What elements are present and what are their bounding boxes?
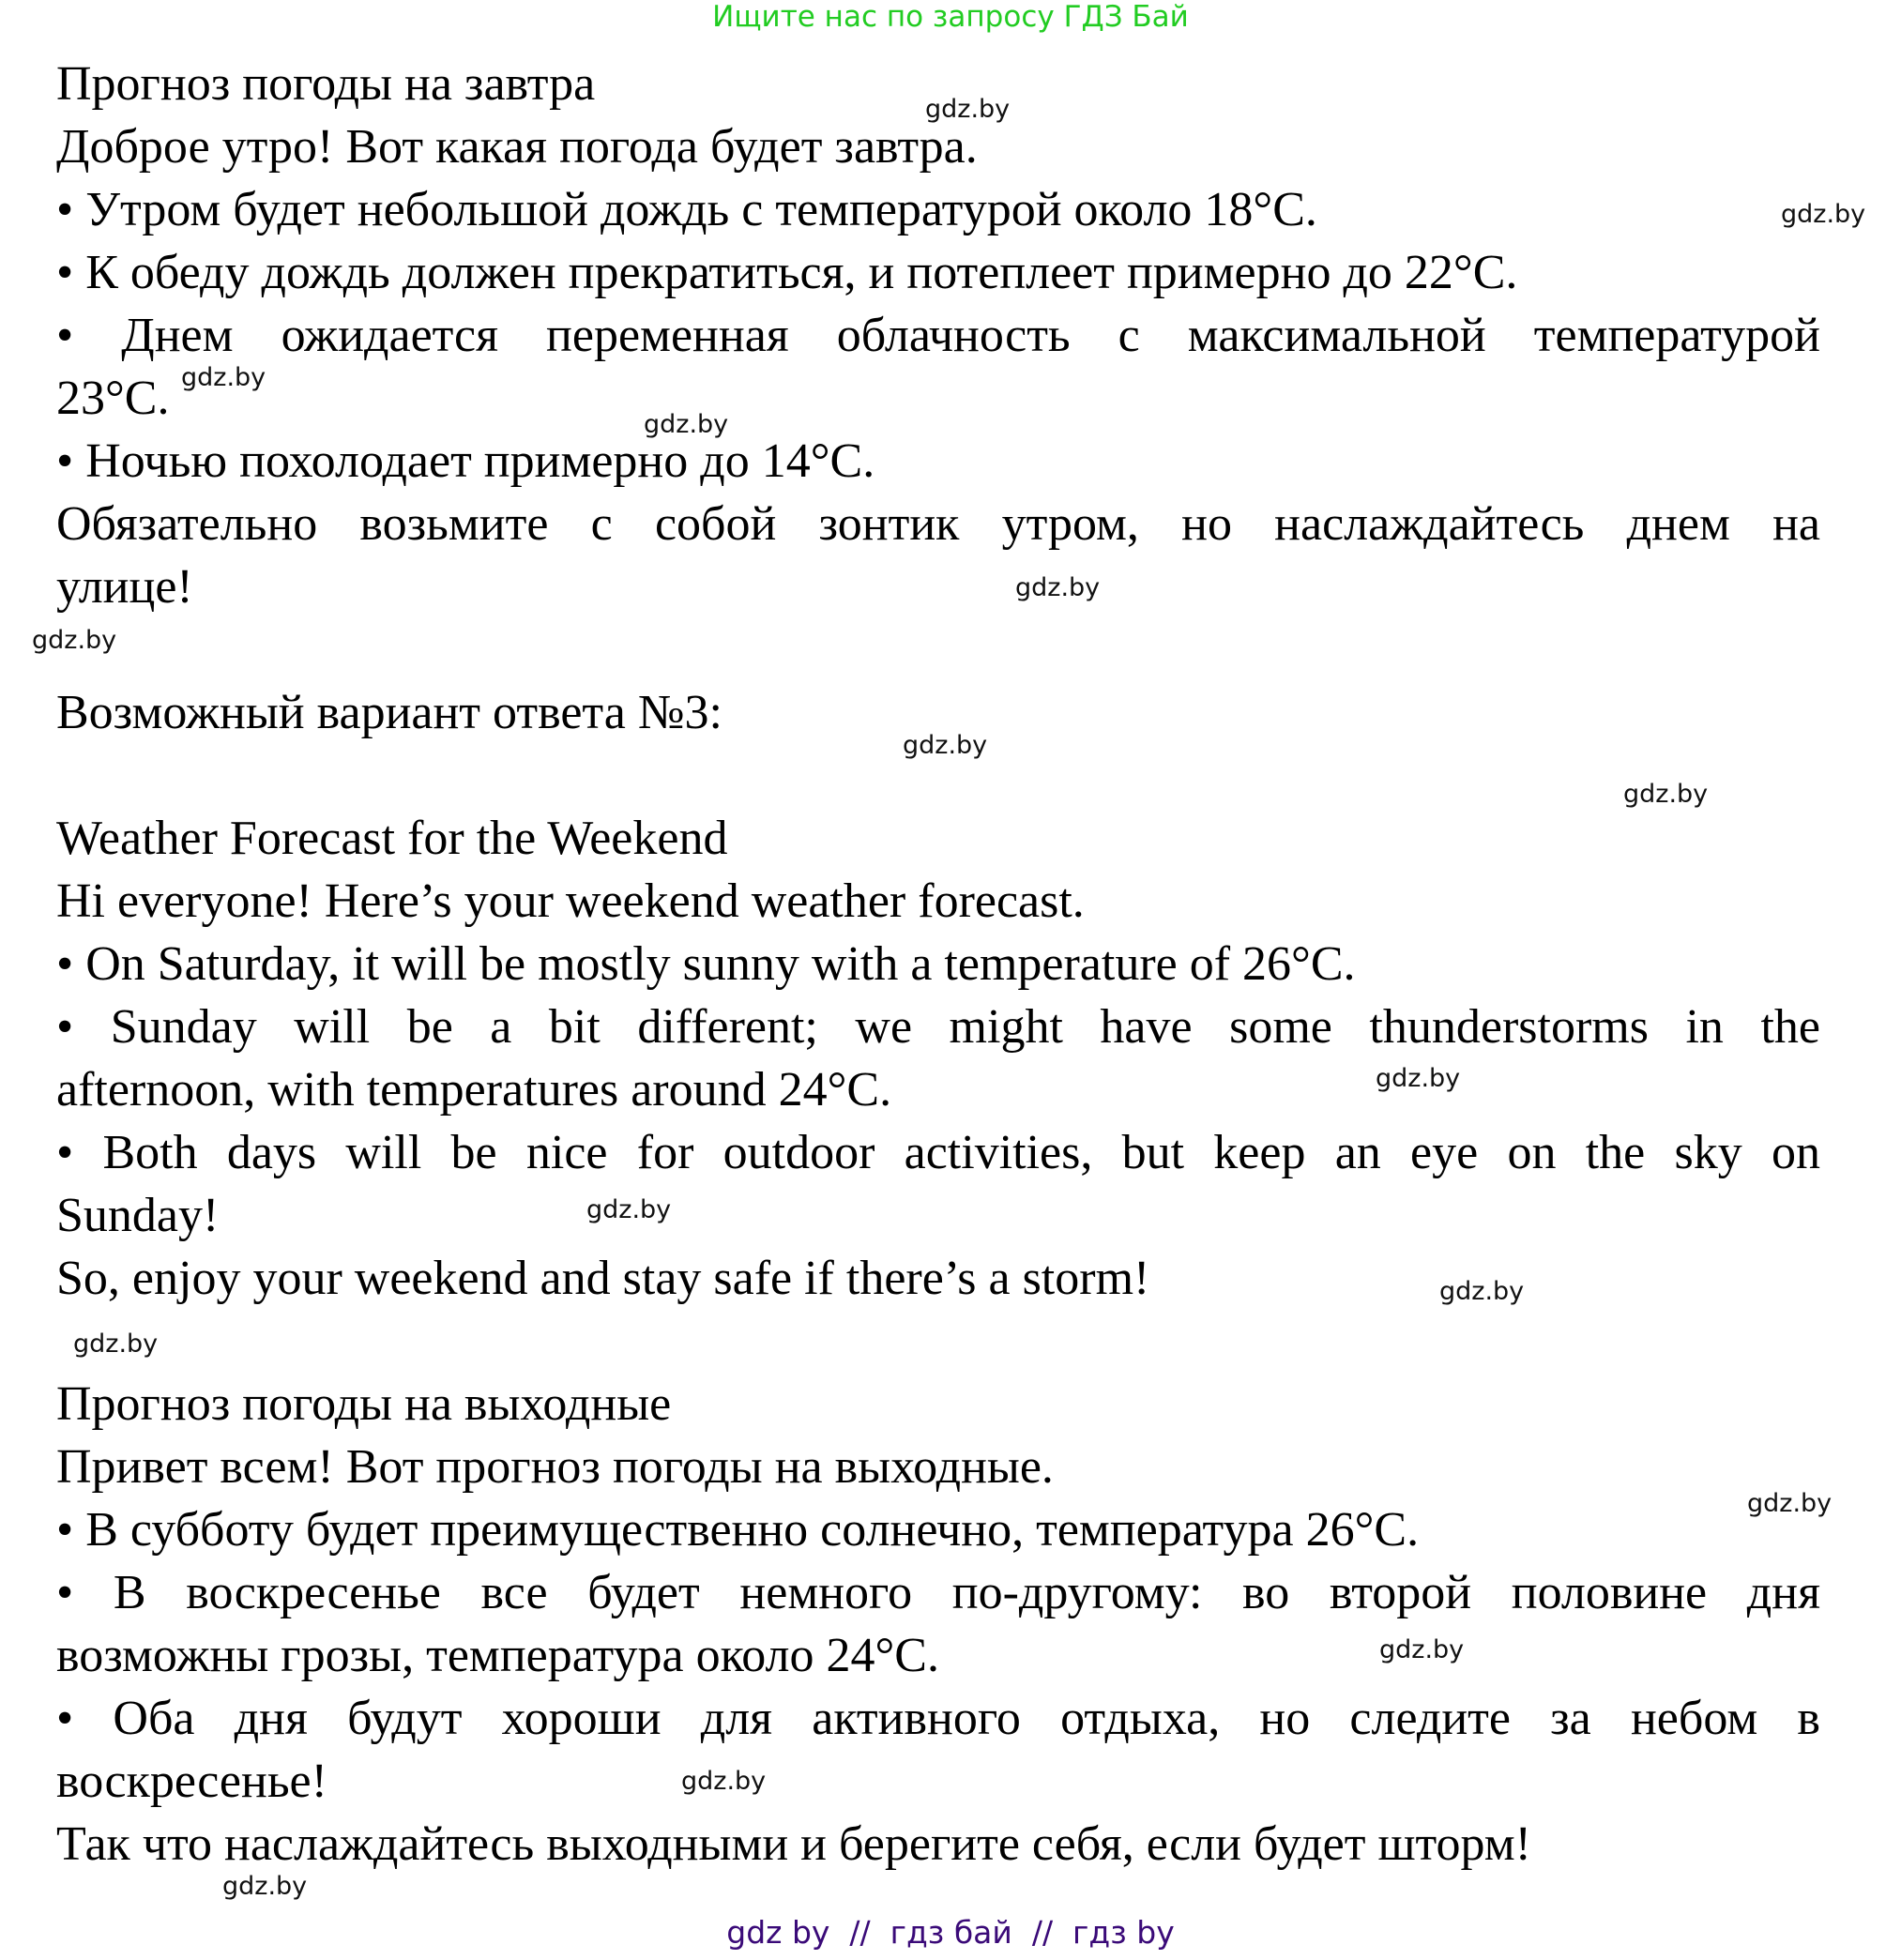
watermark: gdz.by — [1439, 1277, 1525, 1306]
closing: So, enjoy your weekend and stay safe if there’s a storm! — [56, 1252, 1150, 1305]
bullet: • К обеду дождь должен прекратиться, и потеплеет примерно до 22°C. — [56, 246, 1518, 299]
watermark: gdz.by — [1015, 573, 1101, 602]
watermark: gdz.by — [73, 1329, 159, 1359]
closing: Обязательно возьмите с собой зонтик утром, но наслаждайтесь днем на — [56, 497, 1820, 551]
bullet-continuation: воскресенье! — [56, 1755, 327, 1808]
section-title: Weather Forecast for the Weekend — [56, 812, 728, 865]
watermark: gdz.by — [925, 95, 1011, 124]
greeting: Hi everyone! Here’s your weekend weather forecast. — [56, 874, 1085, 928]
watermark: gdz.by — [1376, 1064, 1461, 1093]
closing: Так что наслаждайтесь выходными и берегите себя, если будет шторм! — [56, 1817, 1531, 1871]
site-footer: gdz by // гдз бай // гдз by — [726, 1914, 1175, 1951]
bullet-continuation: afternoon, with temperatures around 24°C. — [56, 1063, 892, 1117]
watermark: gdz.by — [586, 1195, 672, 1224]
bullet: • Днем ожидается переменная облачность с максимальной температурой — [56, 309, 1820, 362]
section-title: Прогноз погоды на завтра — [56, 57, 596, 111]
watermark: gdz.by — [644, 410, 729, 439]
watermark: gdz.by — [181, 363, 266, 392]
bullet: • On Saturday, it will be mostly sunny with a temperature of 26°C. — [56, 937, 1356, 991]
bullet-continuation: Sunday! — [56, 1189, 220, 1242]
bullet: • В воскресенье все будет немного по-другому: во второй половине дня — [56, 1566, 1820, 1619]
watermark: gdz.by — [1781, 200, 1866, 229]
watermark: gdz.by — [1747, 1489, 1833, 1518]
bullet: • Ночью похолодает примерно до 14°C. — [56, 434, 875, 488]
watermark: gdz.by — [222, 1872, 308, 1901]
section-title: Прогноз погоды на выходные — [56, 1377, 672, 1431]
bullet-continuation: возможны грозы, температура около 24°C. — [56, 1629, 939, 1682]
closing-continuation: улице! — [56, 560, 193, 614]
watermark: gdz.by — [1623, 780, 1709, 809]
watermark: gdz.by — [681, 1767, 767, 1796]
bullet: • Утром будет небольшой дождь с температурой около 18°C. — [56, 183, 1317, 236]
bullet: • Оба дня будут хороши для активного отдыха, но следите за небом в — [56, 1692, 1820, 1745]
bullet-continuation: 23°C. — [56, 372, 170, 425]
bullet: • В субботу будет преимущественно солнечно, температура 26°C. — [56, 1503, 1420, 1557]
bullet: • Sunday will be a bit different; we might have some thunderstorms in the — [56, 1000, 1820, 1054]
search-hint-banner: Ищите нас по запросу ГДЗ Бай — [712, 0, 1189, 34]
watermark: gdz.by — [1379, 1635, 1465, 1664]
variant-label: Возможный вариант ответа №3: — [56, 686, 722, 739]
greeting: Доброе утро! Вот какая погода будет завтра. — [56, 120, 978, 174]
watermark: gdz.by — [32, 626, 117, 655]
greeting: Привет всем! Вот прогноз погоды на выходные. — [56, 1440, 1054, 1494]
bullet: • Both days will be nice for outdoor activities, but keep an eye on the sky on — [56, 1126, 1820, 1179]
watermark: gdz.by — [903, 731, 988, 760]
